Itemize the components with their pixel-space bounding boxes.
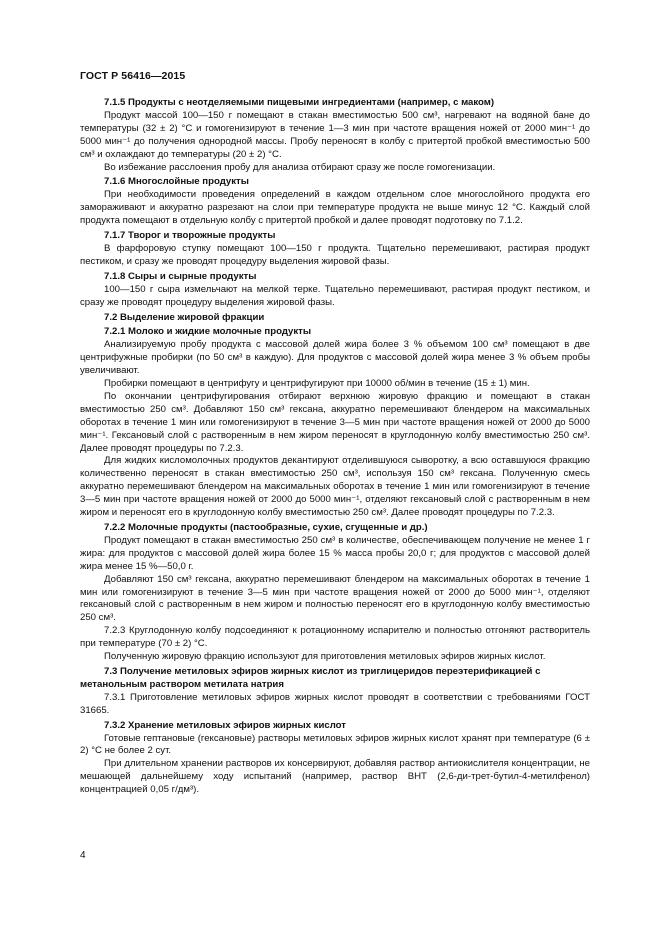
body-paragraph: 7.3.1 Приготовление метиловых эфиров жирных кислот проводят в соответствии с требованиями ГОСТ 31665.	[80, 691, 590, 716]
section-heading: 7.2.2 Молочные продукты (пастообразные, сухие, сгущенные и др.)	[104, 522, 428, 533]
body-paragraph: Продукт помещают в стакан вместимостью 250 см³ в количестве, обеспечивающем получение не менее 1 г жира: для продуктов с массовой долей жира более 15 % масса пробы 20,0 г; для продуктов с массовой долей жира менее 15 %—50,0 г.	[80, 534, 590, 572]
body-paragraph: Пробирки помещают в центрифугу и центрифугируют при 10000 об/мин в течение (15 ± 1) мин.	[104, 378, 530, 390]
section-heading: 7.3.2 Хранение метиловых эфиров жирных кислот	[104, 719, 346, 731]
page-header: ГОСТ Р 56416—2015	[80, 70, 186, 82]
body-paragraph: Для жидких кисломолочных продуктов декантируют отделившуюся сыворотку, а всю оставшуюся фракцию количественно переносят в стакан вместимостью 250 см³, используя 150 см³ гексана. Полученную смесь аккуратно перемешивают блендером на максимальных оборотах в течение 1 мин или гомогенизируют в течение 3—5 мин при частоте вращения ножей от 2000 до 5000 мин⁻¹, отделяют гексановый слой с растворенным в нем жиром и переносят его в круглодонную колбу вместимостью 250 см³. Далее проводят процедуры по 7.2.3.	[80, 455, 590, 519]
body-paragraph: Во избежание расслоения пробу для анализа отбирают сразу же после гомогенизации.	[104, 161, 496, 173]
body-paragraph: Анализируемую пробу продукта с массовой долей жира более 3 % объемом 100 см³ помещают в две центрифужные пробирки (по 50 см³ в каждую). Для продуктов с массовой долей жира менее 3 % объем пробы увеличивают.	[80, 339, 590, 377]
document-body	[80, 95, 590, 797]
section-heading: 7.1.5 Продукты с неотделяемыми пищевыми ингредиентами (например, с маком)	[104, 97, 495, 108]
section-heading: 7.2.1 Молоко и жидкие молочные продукты	[104, 326, 312, 338]
body-paragraph: 100—150 г сыра измельчают на мелкой терке. Тщательно перемешивают, растирая продукт пестиком, и сразу же проводят процедуру выделения жировой фазы.	[80, 283, 590, 308]
section-heading: 7.1.6 Многослойные продукты	[104, 176, 249, 188]
body-paragraph: Полученную жировую фракцию используют для приготовления метиловых эфиров жирных кислот.	[104, 651, 546, 663]
body-paragraph: 7.2.3 Круглодонную колбу подсоединяют к ротационному испарителю и полностью отгоняют растворитель при температуре (70 ± 2) °С.	[80, 625, 590, 650]
body-paragraph: При длительном хранении растворов их консервируют, добавляя раствор антиокислителя концентрации, не мешающей дальнейшему ходу испытаний (например, раствор ВНТ (2,6-ди-трет-бутил-4-метилфенол) концентрацией 0,05 г/дм³).	[80, 758, 590, 796]
section-heading: 7.2 Выделение жировой фракции	[104, 311, 265, 323]
body-paragraph: По окончании центрифугирования отбирают верхнюю жировую фракцию и помещают в стакан вместимостью 250 см³. Добавляют 150 см³ гексана, аккуратно перемешивают блендером на максимальных оборотах в течение 1 мин или гомогенизируют в течение 3—5 мин при частоте вращения ножей от 2000 до 5000 мин⁻¹. Гексановый слой с растворенным в нем жиром переносят в круглодонную колбу вместимостью 250 см³. Далее проводят процедуры по 7.2.3.	[80, 390, 590, 454]
section-heading: 7.1.7 Творог и творожные продукты	[104, 230, 276, 242]
body-paragraph: Добавляют 150 см³ гексана, аккуратно перемешивают блендером на максимальных оборотах в течение 1 мин или гомогенизируют в течение 3—5 мин при частоте вращения ножей от 2000 до 5000 мин⁻¹, отделяют гексановый слой с растворенным в нем жиром и полностью переносят его в круглодонную колбу вместимостью 250 см³.	[80, 573, 590, 624]
body-paragraph: При необходимости проведения определений в каждом отдельном слое многослойного продукта его замораживают и аккуратно разрезают на слои при температуре продукта не выше минус 12 °С. Каждый слой продукта помещают в отдельную колбу с притертой пробкой и далее проводят подготовку по 7.1.2.	[80, 189, 590, 227]
body-paragraph: В фарфоровую ступку помещают 100—150 г продукта. Тщательно перемешивают, растирая продукт пестиком, и сразу же проводят процедуру выделения жировой фазы.	[80, 242, 590, 267]
body-paragraph: Готовые гептановые (гексановые) растворы метиловых эфиров жирных кислот хранят при температуре (6 ± 2) °С не более 2 сут.	[80, 732, 590, 757]
section-heading: 7.1.8 Сыры и сырные продукты	[104, 270, 257, 282]
page-number: 4	[80, 850, 86, 861]
body-paragraph: Продукт массой 100—150 г помещают в стакан вместимостью 500 см³, нагревают на водяной бане до температуры (32 ± 2) °С и гомогенизируют в течение 1—3 мин при частоте вращения ножей от 2000 мин⁻¹ до 5000 мин⁻¹ до получения однородной массы. Пробу переносят в колбу с притертой пробкой вместимостью 500 см³ и охлаждают до температуры (20 ± 2) °С.	[80, 109, 590, 160]
section-heading: 7.3 Получение метиловых эфиров жирных кислот из триглицеридов переэтерификацией с метанольным раствором метилата натрия	[80, 665, 541, 690]
